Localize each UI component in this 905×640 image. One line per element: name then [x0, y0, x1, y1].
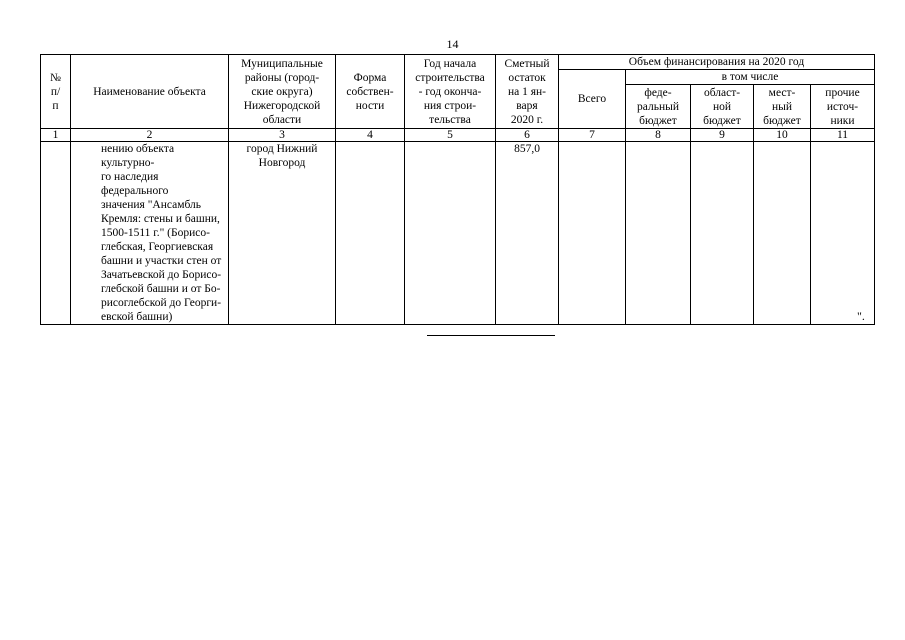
header-years: Год начала строительства - год оконча- ния строи- тельства [405, 55, 496, 129]
cell-regional [691, 142, 754, 325]
header-balance: Сметный остаток на 1 ян- варя 2020 г. [496, 55, 559, 129]
column-number: 10 [754, 129, 811, 142]
column-number-row [41, 129, 875, 142]
funding-table [40, 54, 875, 325]
column-number: 9 [691, 129, 754, 142]
cell-object-name: нению объекта культурно- го наследия федерального значения "Ансамбль Кремля: стены и башни, 1500-1511 г." (Борисо- глебская, Георгиевская башни и участки стен от Зачатьевской до Борисо- глебской башни и от Бо- рисоглебской до Георги- евской башни) [71, 142, 229, 325]
table-row [41, 142, 875, 325]
cell-district: город Нижний Новгород [229, 142, 336, 325]
header-ownership: Форма собствен- ности [336, 55, 405, 129]
column-number: 7 [559, 129, 626, 142]
cell-other [811, 142, 875, 325]
cell-federal [626, 142, 691, 325]
column-number: 4 [336, 129, 405, 142]
column-number: 5 [405, 129, 496, 142]
column-number: 3 [229, 129, 336, 142]
header-federal: феде- ральный бюджет [626, 85, 691, 129]
header-district: Муниципальные районы (город- ские округа) Нижегородской области [229, 55, 336, 129]
column-number: 2 [71, 129, 229, 142]
cell-years [405, 142, 496, 325]
cell-ownership [336, 142, 405, 325]
column-number: 11 [811, 129, 875, 142]
header-funding: Объем финансирования на 2020 год [559, 55, 875, 70]
header-total: Всего [559, 70, 626, 129]
column-number: 8 [626, 129, 691, 142]
cell-total [559, 142, 626, 325]
cell-balance: 857,0 [496, 142, 559, 325]
column-number: 6 [496, 129, 559, 142]
header-num: № п/ п [41, 55, 71, 129]
cell-local [754, 142, 811, 325]
header-name: Наименование объекта [71, 55, 229, 129]
header-local: мест- ный бюджет [754, 85, 811, 129]
header-regional: област- ной бюджет [691, 85, 754, 129]
cell-num [41, 142, 71, 325]
closing-quote: ". [857, 309, 865, 323]
header-other: прочие источ- ники [811, 85, 875, 129]
column-number: 1 [41, 129, 71, 142]
page-number: 14 [446, 37, 459, 51]
header-including: в том числе [626, 70, 875, 85]
footer-rule [427, 335, 555, 336]
